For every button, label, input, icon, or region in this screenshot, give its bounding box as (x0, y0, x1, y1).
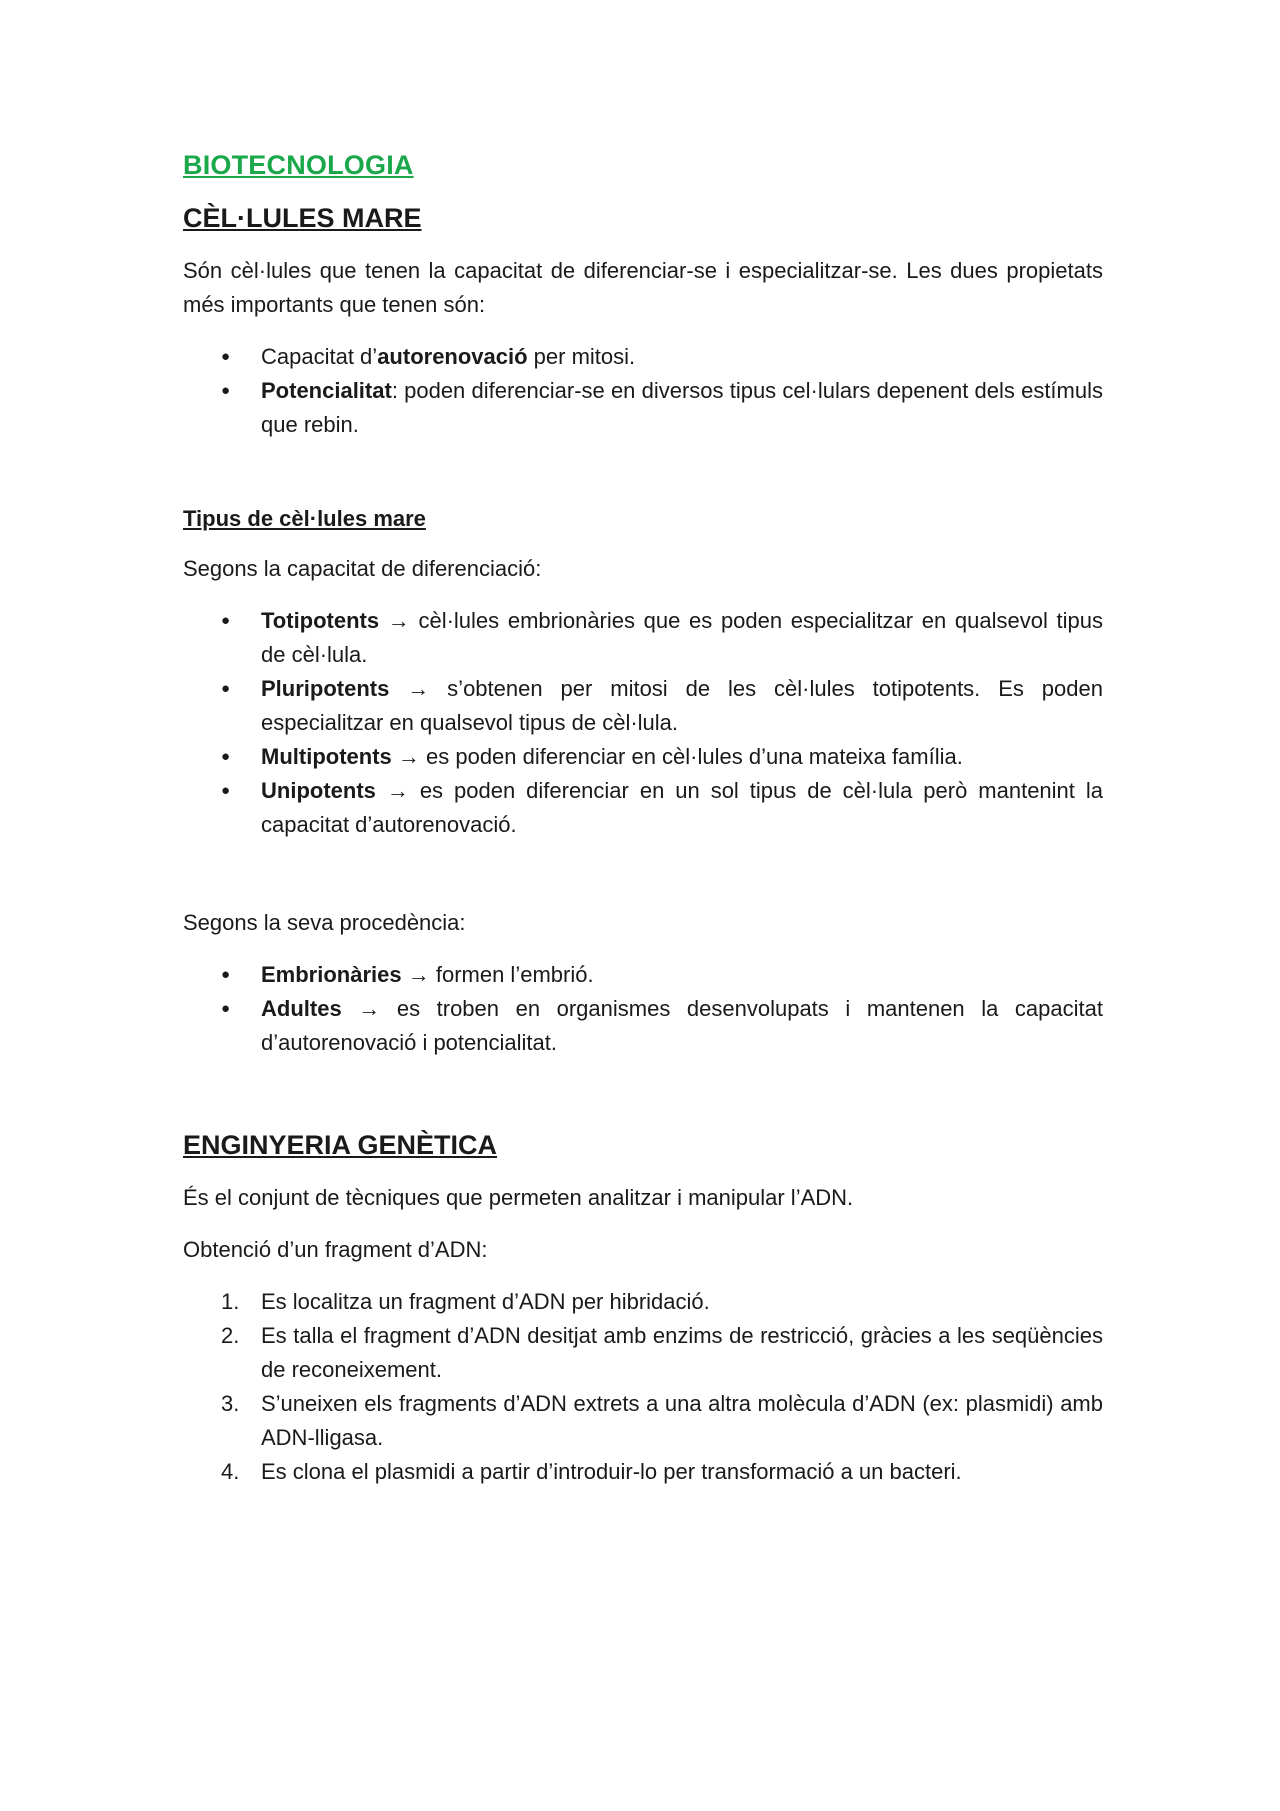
list-item: ● Capacitat d’autorenovació per mitosi. (261, 340, 1103, 374)
document-title: BIOTECNOLOGIA (183, 150, 414, 180)
list-item: ● Unipotents → es poden diferenciar en un sol tipus de cèl·lula però mantenint la capacitat d’autorenovació. (261, 774, 1103, 842)
list-item: ● Totipotents → cèl·lules embrionàries que es poden especialitzar en qualsevol tipus de cèl·lula. (261, 604, 1103, 672)
by-origin-label: Segons la seva procedència: (183, 910, 466, 935)
genetic-engineering-intro: És el conjunt de tècniques que permeten analitzar i manipular l’ADN. (183, 1185, 854, 1210)
list-item: ● Potencialitat: poden diferenciar-se en diversos tipus cel·lulars depenent dels estímuls que rebin. (261, 374, 1103, 442)
section-heading-genetic-engineering: ENGINYERIA GENÈTICA (183, 1130, 498, 1160)
list-item: ● Adultes → es troben en organismes desenvolupats i mantenen la capacitat d’autorenovació i potencialitat. (261, 992, 1103, 1060)
arrow-icon: → (407, 676, 430, 701)
arrow-icon: → (386, 778, 409, 803)
by-capacity-label: Segons la capacitat de diferenciació: (183, 556, 542, 581)
list-item: Es talla el fragment d’ADN desitjat amb enzims de restricció, gràcies a les seqüències de reconeixement. (261, 1323, 1103, 1382)
list-item: ● Pluripotents → s’obtenen per mitosi de les cèl·lules totipotents. Es poden especialitzar en qualsevol tipus de cèl·lula. (261, 672, 1103, 740)
list-item: S’uneixen els fragments d’ADN extrets a una altra molècula d’ADN (ex: plasmidi) amb ADN-lligasa. (261, 1391, 1103, 1450)
document-page (183, 150, 1103, 1507)
arrow-icon: → (358, 996, 381, 1021)
list-item: ● Embrionàries → formen l’embrió. (261, 958, 1103, 992)
subheading-stem-cell-types: Tipus de cèl·lules mare (183, 506, 426, 531)
properties-list (183, 340, 1103, 442)
capacity-list (183, 604, 1103, 842)
section-heading-stem-cells: CÈL·LULES MARE (183, 203, 422, 233)
stem-cells-intro: Són cèl·lules que tenen la capacitat de diferenciar-se i especialitzar-se. Les dues propietats més importants que tenen són: (183, 258, 1103, 317)
arrow-icon: → (397, 744, 420, 769)
steps-label: Obtenció d’un fragment d’ADN: (183, 1237, 488, 1262)
list-item: ● Multipotents → es poden diferenciar en cèl·lules d’una mateixa família. (261, 740, 1103, 774)
list-item: Es localitza un fragment d’ADN per hibridació. (261, 1289, 710, 1314)
arrow-icon: → (407, 962, 430, 987)
origin-list (183, 958, 1103, 1060)
steps-list (183, 1285, 1103, 1489)
list-item: Es clona el plasmidi a partir d’introduir-lo per transformació a un bacteri. (261, 1459, 962, 1484)
arrow-icon: → (387, 608, 410, 633)
